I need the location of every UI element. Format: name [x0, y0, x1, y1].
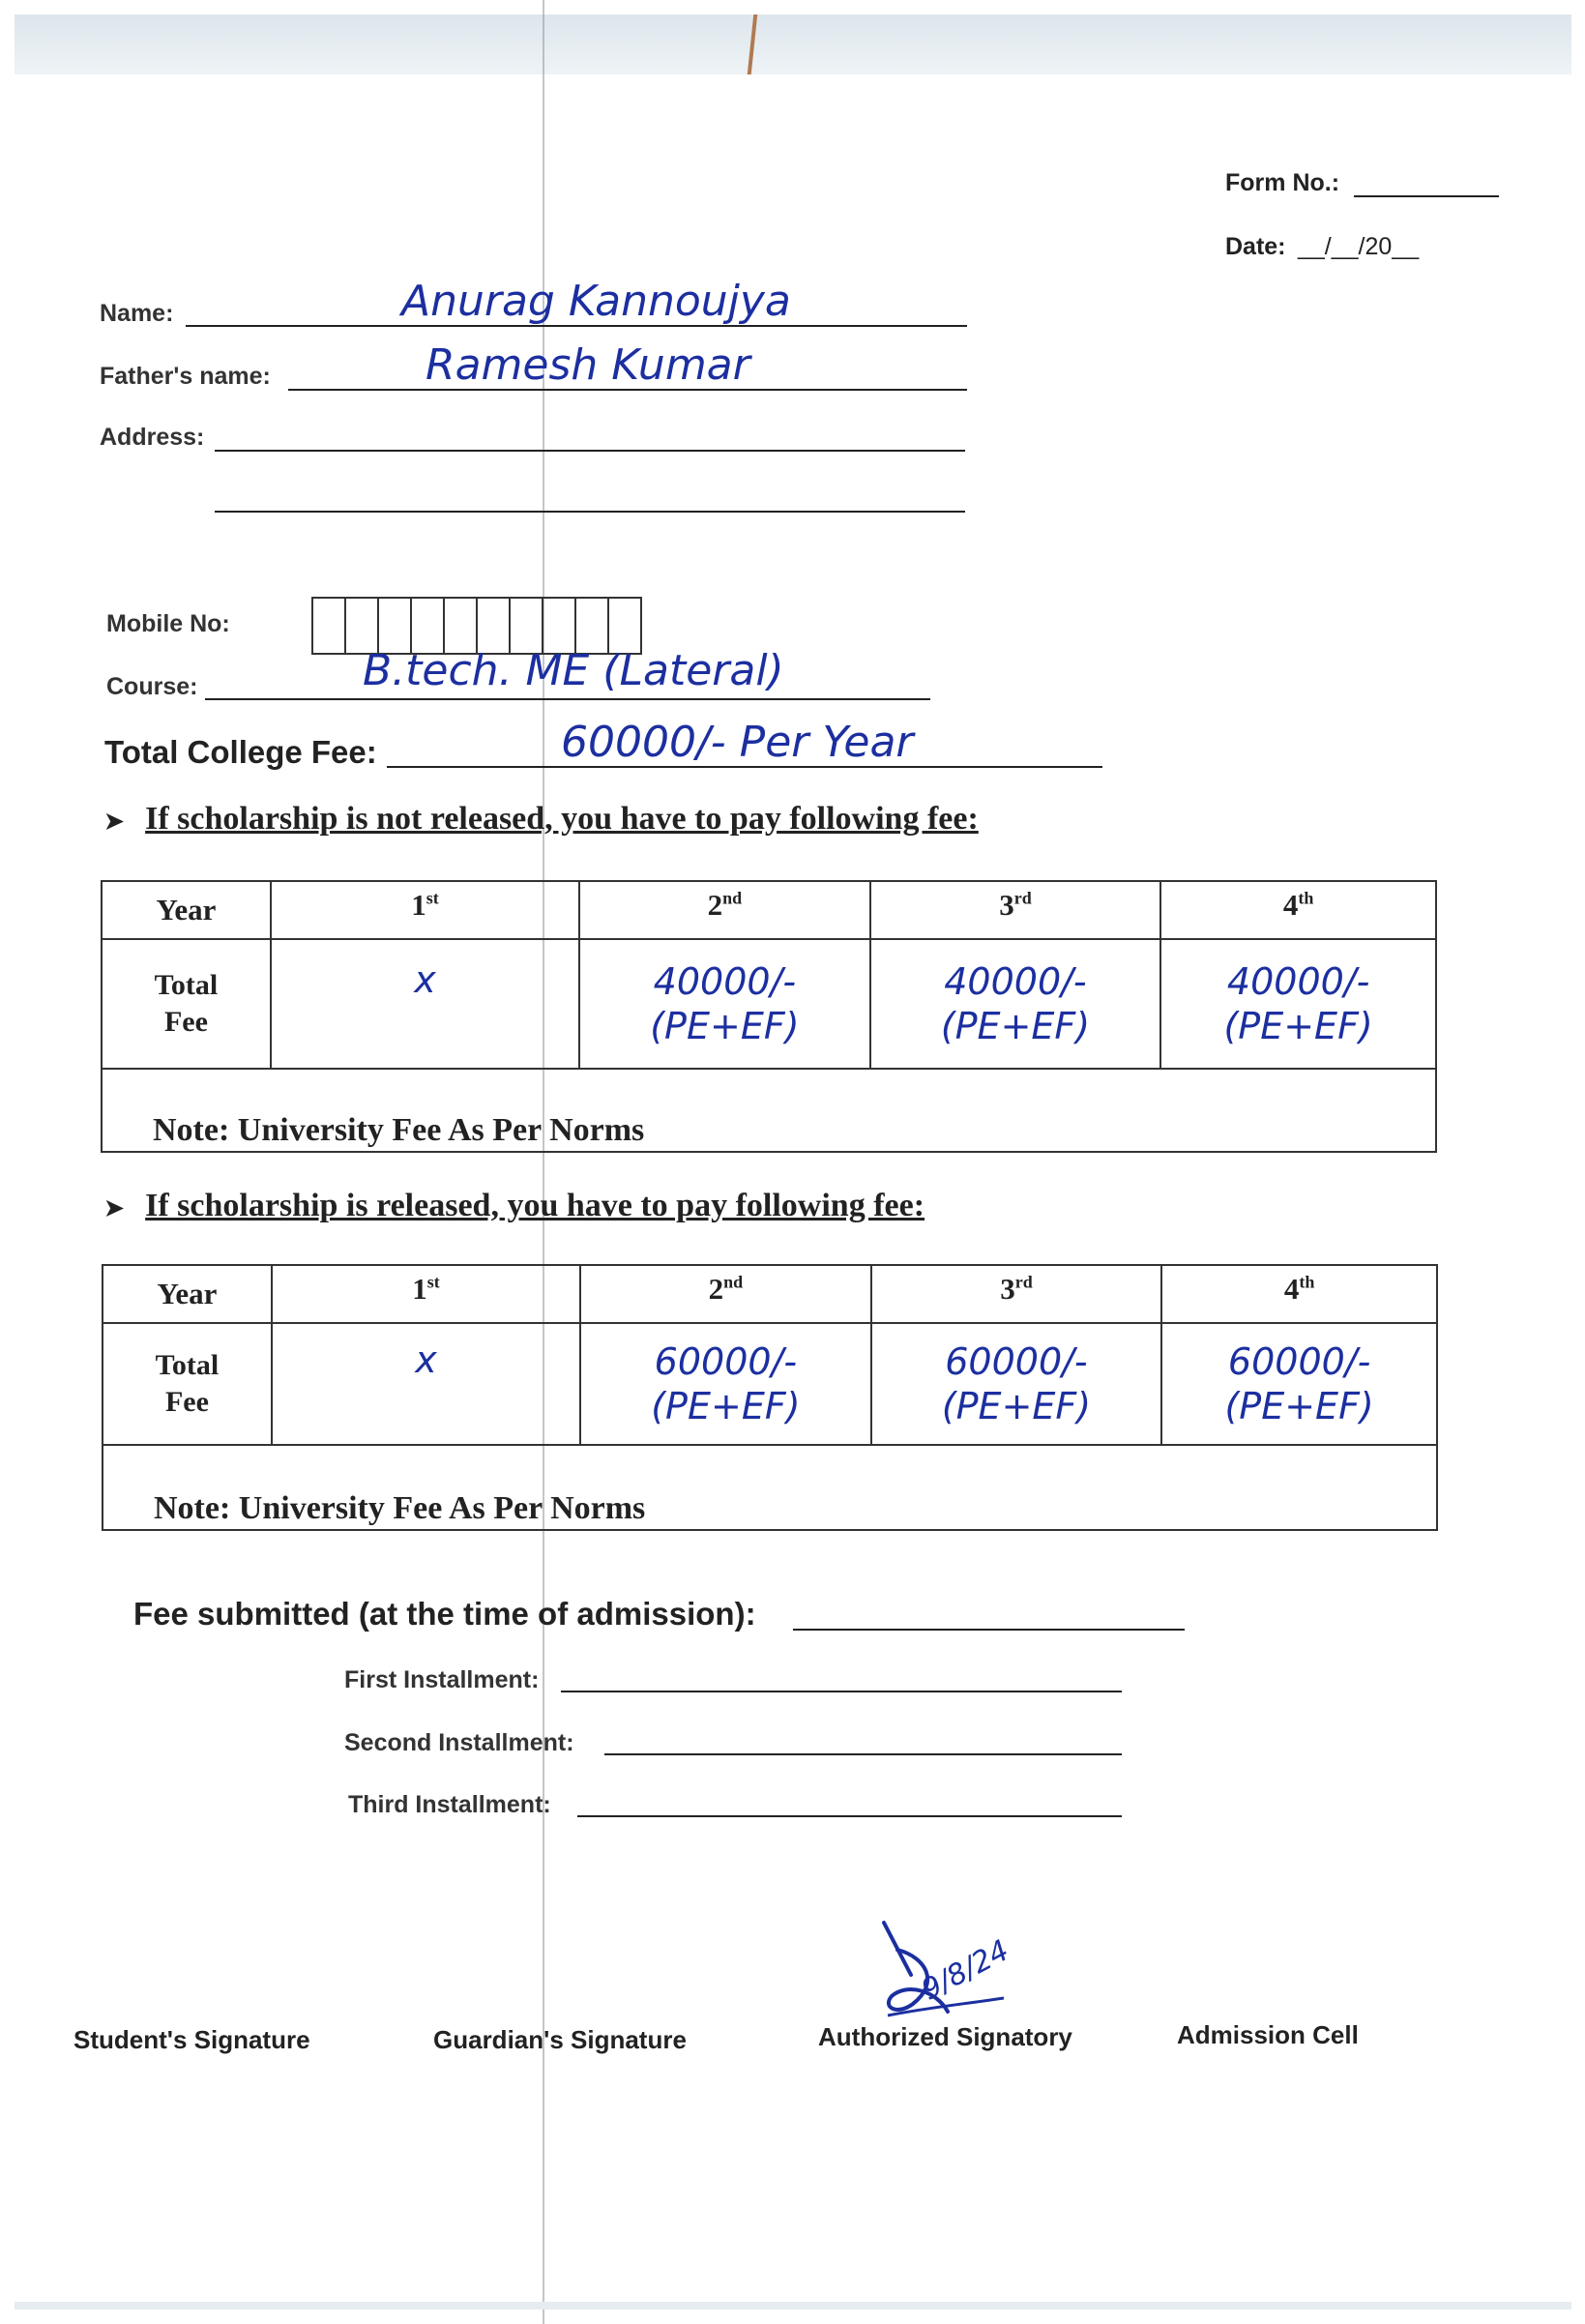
- arrow-icon: ➤: [104, 809, 125, 835]
- student-signature-label: Student's Signature: [73, 2025, 310, 2054]
- mobile-digit-box[interactable]: [412, 599, 445, 653]
- total-fee-label: Total Fee: [102, 939, 271, 1069]
- mobile-digit-box[interactable]: [445, 599, 478, 653]
- year-2-header: 2nd: [580, 1265, 871, 1323]
- fee-submitted-label: Fee submitted (at the time of admission):: [133, 1596, 756, 1632]
- mobile-digit-box[interactable]: [609, 599, 640, 653]
- third-installment-line[interactable]: [577, 1815, 1122, 1817]
- address-label: Address:: [100, 424, 205, 451]
- date-value[interactable]: __/__/20__: [1298, 233, 1420, 260]
- guardian-signature-label: Guardian's Signature: [433, 2025, 687, 2054]
- course-value[interactable]: B.tech. ME (Lateral): [363, 646, 784, 695]
- year-1-header: 1st: [271, 881, 579, 939]
- year-4-header: 4th: [1161, 1265, 1437, 1323]
- section-not-released-heading: ➤ If scholarship is not released, you have to pay following fee:: [104, 801, 979, 837]
- second-installment-label: Second Installment:: [344, 1729, 574, 1756]
- year-header: Year: [103, 1265, 272, 1323]
- year-1-fee[interactable]: x: [271, 939, 579, 1069]
- mobile-digit-box[interactable]: [543, 599, 576, 653]
- father-name-label: Father's name:: [100, 363, 271, 390]
- year-1-header: 1st: [272, 1265, 580, 1323]
- mobile-digit-box[interactable]: [511, 599, 543, 653]
- first-installment-line[interactable]: [561, 1691, 1122, 1692]
- first-installment-label: First Installment:: [344, 1666, 540, 1693]
- scan-border-top: [15, 15, 1571, 74]
- address-line-1[interactable]: [215, 450, 965, 452]
- year-4-fee[interactable]: 60000/- (PE+EF): [1161, 1323, 1437, 1445]
- year-4-header: 4th: [1160, 881, 1436, 939]
- section-released-heading: ➤ If scholarship is released, you have to pay following fee:: [104, 1188, 925, 1223]
- address-line-2[interactable]: [215, 511, 965, 513]
- year-3-fee[interactable]: 40000/- (PE+EF): [870, 939, 1161, 1069]
- mobile-digit-box[interactable]: [478, 599, 511, 653]
- mobile-label: Mobile No:: [106, 610, 230, 637]
- university-fee-note: Note: University Fee As Per Norms: [102, 1069, 1436, 1152]
- course-label: Course:: [106, 673, 198, 700]
- authorized-signatory-label: Authorized Signatory: [818, 2022, 1072, 2051]
- admission-cell-label: Admission Cell: [1177, 2020, 1359, 2049]
- mobile-digit-box[interactable]: [313, 599, 346, 653]
- course-line: [205, 698, 930, 700]
- year-2-fee[interactable]: 60000/- (PE+EF): [580, 1323, 871, 1445]
- third-installment-label: Third Installment:: [348, 1791, 551, 1818]
- father-name-value[interactable]: Ramesh Kumar: [426, 340, 750, 390]
- second-installment-line[interactable]: [604, 1753, 1122, 1755]
- year-2-fee[interactable]: 40000/- (PE+EF): [579, 939, 870, 1069]
- mobile-digit-box[interactable]: [576, 599, 609, 653]
- fee-table-not-released: [101, 880, 1437, 1153]
- form-no-label: Form No.:: [1225, 169, 1340, 196]
- total-college-fee-label: Total College Fee:: [104, 734, 377, 770]
- fee-submitted-line[interactable]: [793, 1629, 1185, 1631]
- arrow-icon: ➤: [104, 1195, 125, 1221]
- name-value[interactable]: Anurag Kannoujya: [401, 277, 791, 326]
- form-no-line[interactable]: [1354, 195, 1499, 197]
- university-fee-note: Note: University Fee As Per Norms: [103, 1445, 1437, 1530]
- year-2-header: 2nd: [579, 881, 870, 939]
- mobile-digit-box[interactable]: [346, 599, 379, 653]
- scan-border-bottom: [15, 2302, 1571, 2309]
- name-label: Name:: [100, 300, 174, 327]
- year-1-fee[interactable]: x: [272, 1323, 580, 1445]
- year-3-header: 3rd: [871, 1265, 1162, 1323]
- year-3-header: 3rd: [870, 881, 1161, 939]
- total-fee-label: Total Fee: [103, 1323, 272, 1445]
- total-college-fee-value[interactable]: 60000/- Per Year: [561, 718, 914, 767]
- mobile-digit-box[interactable]: [379, 599, 412, 653]
- fee-table-released: [102, 1264, 1438, 1531]
- authorized-signature-date: 9/8/24: [916, 1933, 1015, 2008]
- year-header: Year: [102, 881, 271, 939]
- date-label: Date:: [1225, 233, 1286, 260]
- year-3-fee[interactable]: 60000/- (PE+EF): [871, 1323, 1162, 1445]
- year-4-fee[interactable]: 40000/- (PE+EF): [1160, 939, 1436, 1069]
